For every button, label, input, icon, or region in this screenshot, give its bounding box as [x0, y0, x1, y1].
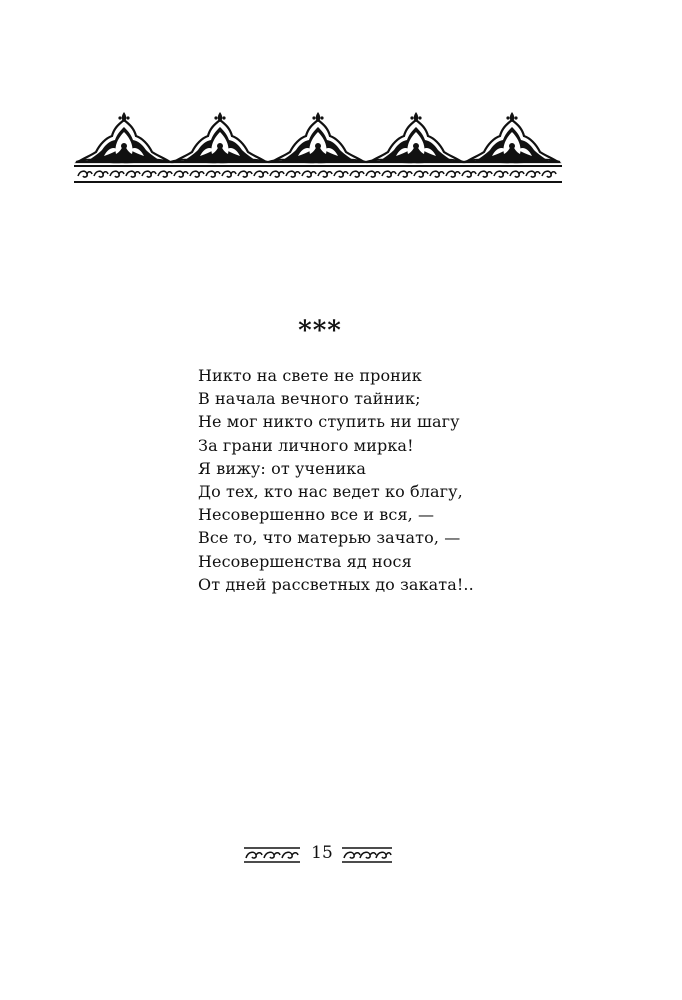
footer-left-ornament: [244, 846, 300, 864]
poem-line: Никто на свете не проник: [198, 366, 422, 385]
poem-line: Все то, что матерью зачато, —: [198, 528, 461, 548]
poem-line: Не мог никто ступить ни шагу: [198, 412, 460, 432]
poem: [198, 318, 498, 596]
poem-line: Несовершенно все и вся, —: [198, 505, 435, 525]
footer-right-ornament: [342, 846, 392, 864]
poem-line: Я вижу: от ученика: [198, 458, 366, 478]
header-ornament: [74, 106, 562, 188]
arabesque-border-ornament: [74, 106, 562, 188]
poem-line: За грани личного мирка!: [198, 435, 414, 455]
poem-line: Несовершенства яд нося: [198, 551, 412, 571]
poem-line: В начала вечного тайник;: [198, 389, 421, 409]
poem-line: От дней рассветных до заката!..: [198, 574, 474, 594]
poem-separator: ***: [298, 316, 342, 346]
page-number: 15: [311, 843, 333, 863]
page-footer: [244, 840, 392, 870]
poem-lines: [198, 364, 498, 596]
poem-line: До тех, кто нас ведет ко благу,: [198, 482, 463, 502]
